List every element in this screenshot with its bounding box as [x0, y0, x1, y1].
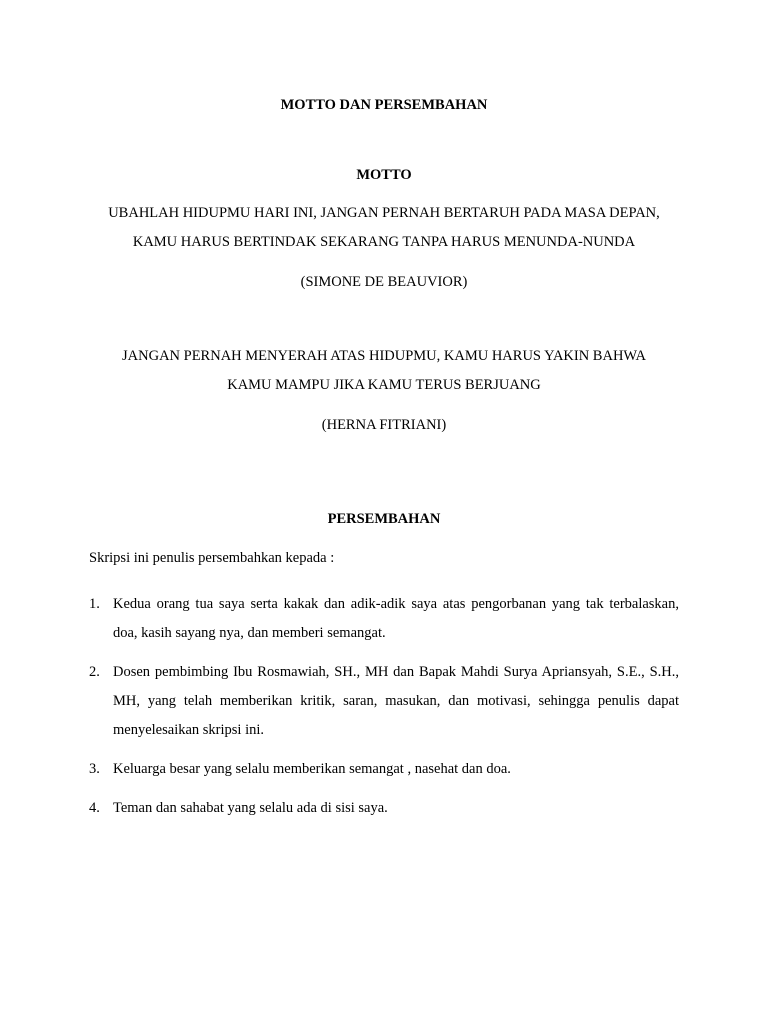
- list-item-text: Dosen pembimbing Ibu Rosmawiah, SH., MH dan Bapak Mahdi Surya Apriansyah, S.E., S.H., MH, yang telah memberikan kritik, saran, masukan, dan motivasi, sehingga penulis dapat menyelesaikan skripsi ini.: [113, 664, 679, 738]
- page-title: MOTTO DAN PERSEMBAHAN: [280, 97, 488, 113]
- motto-quote-2-line-2: KAMU MAMPU JIKA KAMU TERUS BERJUANG: [227, 377, 541, 393]
- list-item-text: Kedua orang tua saya serta kakak dan adik-adik saya atas pengorbanan yang tak terbalaskan, doa, kasih sayang nya, dan memberi semangat.: [113, 596, 679, 641]
- motto-heading: MOTTO: [356, 167, 412, 183]
- motto-quote-2-line-1: JANGAN PERNAH MENYERAH ATAS HIDUPMU, KAMU HARUS YAKIN BAHWA: [122, 348, 646, 364]
- list-item-number: 3.: [89, 761, 100, 777]
- motto-quote-1-line-2: KAMU HARUS BERTINDAK SEKARANG TANPA HARUS MENUNDA-NUNDA: [132, 234, 636, 250]
- motto-quote-1-line-1: UBAHLAH HIDUPMU HARI INI, JANGAN PERNAH BERTARUH PADA MASA DEPAN,: [108, 205, 660, 221]
- motto-quote-2-author: (HERNA FITRIANI): [321, 417, 447, 433]
- list-item-number: 4.: [89, 800, 100, 816]
- list-item-number: 2.: [89, 664, 100, 680]
- persembahan-intro: Skripsi ini penulis persembahkan kepada :: [89, 550, 335, 566]
- list-item: [89, 590, 679, 648]
- motto-quote-1-author: (SIMONE DE BEAUVIOR): [300, 274, 468, 290]
- list-item-text: Keluarga besar yang selalu memberikan semangat , nasehat dan doa.: [113, 761, 511, 777]
- list-item-text: Teman dan sahabat yang selalu ada di sisi saya.: [113, 800, 388, 816]
- list-item: [89, 658, 679, 745]
- list-item-number: 1.: [89, 596, 100, 612]
- list-item: [89, 794, 679, 823]
- list-item: [89, 755, 679, 784]
- persembahan-list: [89, 590, 679, 833]
- persembahan-heading: PERSEMBAHAN: [327, 511, 441, 527]
